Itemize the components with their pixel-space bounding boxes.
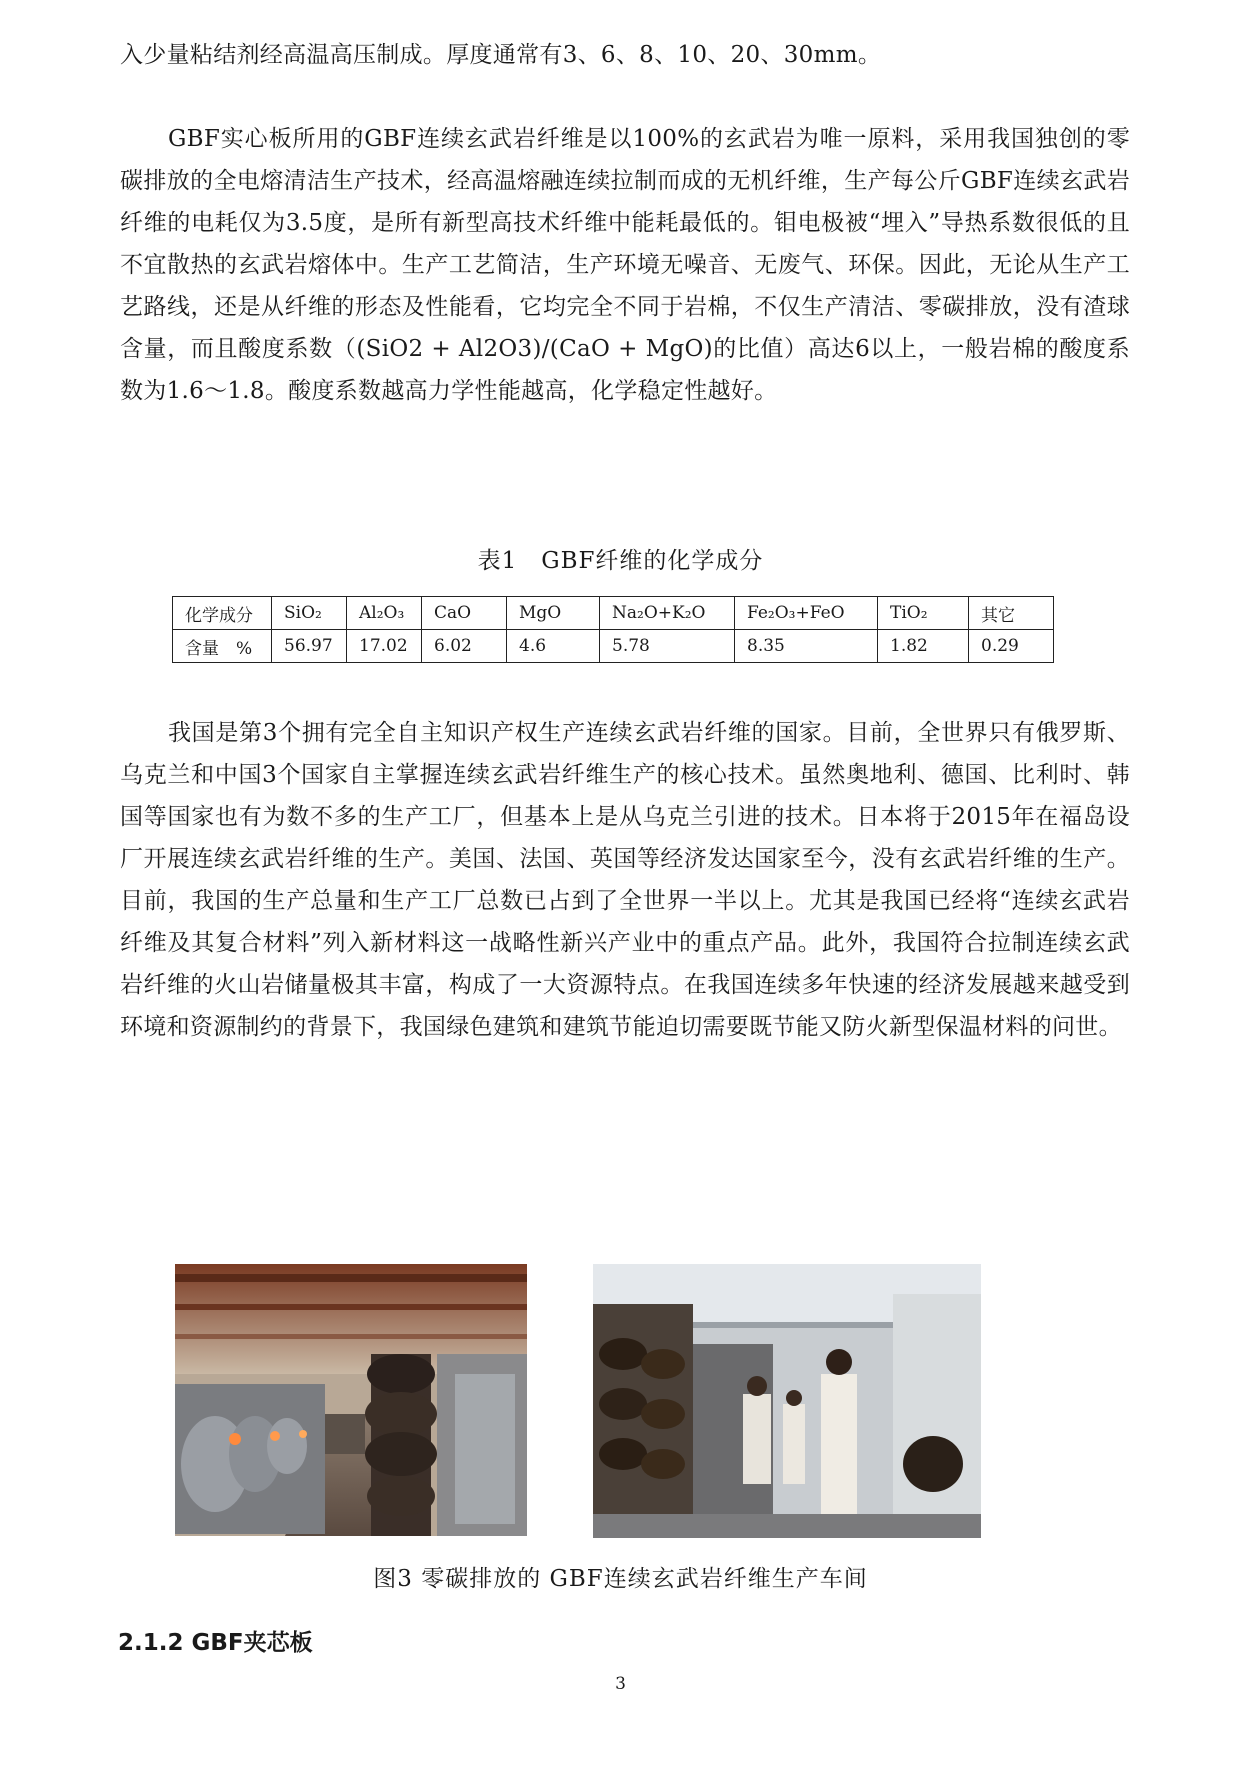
table-caption: 表1 GBF纤维的化学成分 [477,548,764,574]
table-cell: 含量 % [173,630,272,663]
table-cell: MgO [507,597,600,630]
page-number: 3 [615,1674,626,1694]
chemical-composition-table [172,596,1054,663]
factory-aisle-photo [175,1264,527,1536]
table-cell: Fe₂O₃+FeO [735,597,878,630]
table-cell: 8.35 [735,630,878,663]
paragraph-gbf-fiber: GBF实心板所用的GBF连续玄武岩纤维是以100%的玄武岩为唯一原料，采用我国独创的零碳排放的全电熔清洁生产技术，经高温熔融连续拉制而成的无机纤维，生产每公斤GBF连续玄武岩纤维的电耗仅为3.5度，是所有新型高技术纤维中能耗最低的。钼电极被“埋入”导热系数很低的且不宜散热的玄武岩熔体中。生产工艺简洁，生产环境无噪音、无废气、环保。因此，无论从生产工艺路线，还是从纤维的形态及性能看，它均完全不同于岩棉，不仅生产清洁、零碳排放，没有渣球含量，而且酸度系数（(SiO2 + Al2O3)/(CaO + MgO)的比值）高达6以上，一般岩棉的酸度系数为1.6～1.8。酸度系数越高力学性能越高，化学稳定性越好。 [120,126,1130,404]
table-header-row [173,597,1054,630]
paragraph-continuation: 入少量粘结剂经高温高压制成。厚度通常有3、6、8、10、20、30mm。 [120,42,882,68]
table-cell: 0.29 [969,630,1054,663]
table-cell: Na₂O+K₂O [600,597,735,630]
paragraph-china-production: 我国是第3个拥有完全自主知识产权生产连续玄武岩纤维的国家。目前，全世界只有俄罗斯、乌克兰和中国3个国家自主掌握连续玄武岩纤维生产的核心技术。虽然奥地利、德国、比利时、韩国等国家也有为数不多的生产工厂，但基本上是从乌克兰引进的技术。日本将于2015年在福岛设厂开展连续玄武岩纤维的生产。美国、法国、英国等经济发达国家至今，没有玄武岩纤维的生产。目前，我国的生产总量和生产工厂总数已占到了全世界一半以上。尤其是我国已经将“连续玄武岩纤维及其复合材料”列入新材料这一战略性新兴产业中的重点产品。此外，我国符合拉制连续玄武岩纤维的火山岩储量极其丰富，构成了一大资源特点。在我国连续多年快速的经济发展越来越受到环境和资源制约的背景下，我国绿色建筑和建筑节能迫切需要既节能又防火新型保温材料的问世。 [120,720,1130,1040]
table-cell: 56.97 [272,630,347,663]
table-cell: 4.6 [507,630,600,663]
table-cell: 5.78 [600,630,735,663]
table-cell: 其它 [969,597,1054,630]
table-row [173,630,1054,663]
table-cell: 6.02 [422,630,507,663]
table-cell: 1.82 [878,630,969,663]
figure-caption: 图3 零碳排放的 GBF连续玄武岩纤维生产车间 [373,1566,868,1592]
table-cell: SiO₂ [272,597,347,630]
table-cell: 化学成分 [173,597,272,630]
workers-workshop-photo [593,1264,981,1538]
table-cell: 17.02 [347,630,422,663]
table-cell: Al₂O₃ [347,597,422,630]
table-cell: TiO₂ [878,597,969,630]
table-cell: CaO [422,597,507,630]
section-heading: 2.1.2 GBF夹芯板 [118,1630,313,1656]
